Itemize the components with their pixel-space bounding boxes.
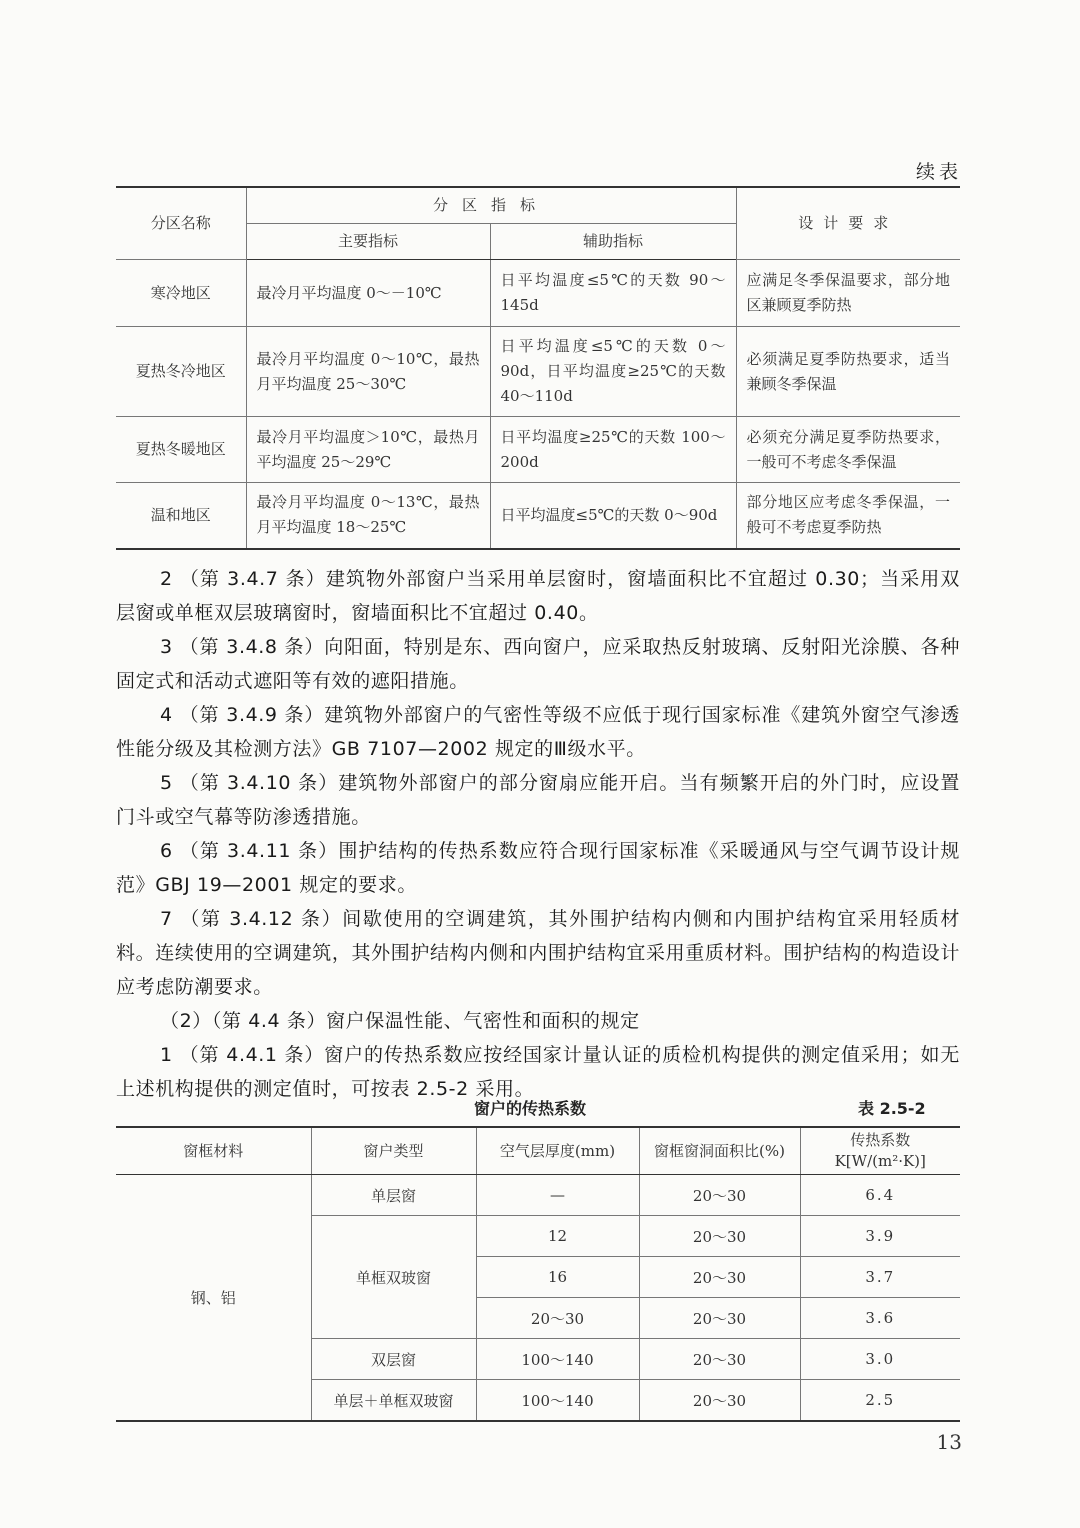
header-indicators: 分区指标 (246, 187, 736, 224)
aux-indicator: 日平均温度≤5℃的天数 0～90d，日平均温度≥25℃的天数 40～110d (490, 327, 736, 417)
k-value: 2.5 (800, 1380, 960, 1422)
aux-indicator: 日平均温度≥25℃的天数 100～200d (490, 417, 736, 483)
design-requirement: 必须满足夏季防热要求，适当兼顾冬季保温 (736, 327, 960, 417)
table-row (116, 327, 960, 417)
frame-ratio: 20～30 (639, 1298, 800, 1339)
frame-ratio: 20～30 (639, 1257, 800, 1298)
frame-ratio: 20～30 (639, 1216, 800, 1257)
header-k-value (800, 1127, 960, 1175)
header-main-indicator: 主要指标 (246, 224, 490, 260)
table-caption: 窗户的传热系数 (474, 1099, 587, 1118)
window-type: 单层＋单框双玻窗 (311, 1380, 476, 1422)
header-window-type: 窗户类型 (311, 1127, 476, 1175)
air-layer: 12 (476, 1216, 639, 1257)
paragraph: 7 （第 3.4.12 条）间歇使用的空调建筑，其外围护结构内侧和内围护结构宜采用轻质材料。连续使用的空调建筑，其外围护结构内侧和内围护结构宜采用重质材料。围护结构的构造设计应考虑防潮要求。 (116, 908, 960, 998)
k-value: 3.7 (800, 1257, 960, 1298)
window-type: 双层窗 (311, 1339, 476, 1380)
air-layer: — (476, 1175, 639, 1216)
k-value: 3.9 (800, 1216, 960, 1257)
page-number: 13 (936, 1430, 962, 1454)
aux-indicator: 日平均温度≤5℃的天数 90～145d (490, 260, 736, 327)
header-aux-indicator: 辅助指标 (490, 224, 736, 260)
paragraph: 1 （第 4.4.1 条）窗户的传热系数应按经国家计量认证的质检机构提供的测定值采用；如无上述机构提供的测定值时，可按表 2.5-2 采用。 (116, 1044, 960, 1100)
paragraph: 3 （第 3.4.8 条）向阳面，特别是东、西向窗户，应采取热反射玻璃、反射阳光涂膜、各种固定式和活动式遮阳等有效的遮阳措施。 (116, 636, 960, 692)
table-row (116, 260, 960, 327)
body-text (116, 562, 960, 1106)
design-requirement: 必须充分满足夏季防热要求，一般可不考虑冬季保温 (736, 417, 960, 483)
window-type: 单框双玻窗 (311, 1216, 476, 1339)
header-air-layer: 空气层厚度(mm) (476, 1127, 639, 1175)
paragraph: 6 （第 3.4.11 条）围护结构的传热系数应符合现行国家标准《采暖通风与空气调节设计规范》GBJ 19—2001 规定的要求。 (116, 840, 960, 896)
table-row (116, 417, 960, 483)
main-indicator: 最冷月平均温度 0～－10℃ (246, 260, 490, 327)
frame-ratio: 20～30 (639, 1380, 800, 1422)
window-type: 单层窗 (311, 1175, 476, 1216)
continued-label: 续表 (915, 161, 962, 183)
frame-material: 钢、铝 (116, 1175, 311, 1422)
header-frame-material: 窗框材料 (116, 1127, 311, 1175)
frame-ratio: 20～30 (639, 1175, 800, 1216)
header-k-line2: K[W/(m²·K)] (834, 1152, 926, 1170)
design-requirement: 应满足冬季保温要求，部分地区兼顾夏季防热 (736, 260, 960, 327)
air-layer: 20～30 (476, 1298, 639, 1339)
air-layer: 16 (476, 1257, 639, 1298)
air-layer: 100～140 (476, 1339, 639, 1380)
table-number: 表 2.5-2 (858, 1099, 926, 1118)
header-design-requirements: 设计要求 (736, 187, 960, 260)
k-value: 3.0 (800, 1339, 960, 1380)
header-zone-name: 分区名称 (116, 187, 246, 260)
paragraph: 5 （第 3.4.10 条）建筑物外部窗户的部分窗扇应能开启。当有频繁开启的外门时，应设置门斗或空气幕等防渗透措施。 (116, 772, 960, 828)
table-row (116, 1175, 960, 1216)
aux-indicator: 日平均温度≤5℃的天数 0～90d (490, 483, 736, 549)
climate-zone-table (116, 186, 960, 550)
zone-name: 夏热冬冷地区 (116, 327, 246, 417)
paragraph: 4 （第 3.4.9 条）建筑物外部窗户的气密性等级不应低于现行国家标准《建筑外窗空气渗透性能分级及其检测方法》GB 7107—2002 规定的Ⅲ级水平。 (116, 704, 960, 760)
main-indicator: 最冷月平均温度＞10℃，最热月平均温度 25～29℃ (246, 417, 490, 483)
zone-name: 夏热冬暖地区 (116, 417, 246, 483)
paragraph: 2 （第 3.4.7 条）建筑物外部窗户当采用单层窗时，窗墙面积比不宜超过 0.30；当采用双层窗或单框双层玻璃窗时，窗墙面积比不宜超过 0.40。 (116, 568, 960, 624)
main-indicator: 最冷月平均温度 0～10℃，最热月平均温度 25～30℃ (246, 327, 490, 417)
design-requirement: 部分地区应考虑冬季保温，一般可不考虑夏季防热 (736, 483, 960, 549)
main-indicator: 最冷月平均温度 0～13℃，最热月平均温度 18～25℃ (246, 483, 490, 549)
frame-ratio: 20～30 (639, 1339, 800, 1380)
header-k-line1: 传热系数 (850, 1131, 911, 1149)
k-value: 6.4 (800, 1175, 960, 1216)
air-layer: 100～140 (476, 1380, 639, 1422)
section-heading: （2）（第 4.4 条）窗户保温性能、气密性和面积的规定 (160, 1010, 640, 1032)
k-value: 3.6 (800, 1298, 960, 1339)
zone-name: 温和地区 (116, 483, 246, 549)
zone-name: 寒冷地区 (116, 260, 246, 327)
table-row (116, 483, 960, 549)
header-frame-ratio: 窗框窗洞面积比(%) (639, 1127, 800, 1175)
window-k-value-table (116, 1126, 960, 1422)
